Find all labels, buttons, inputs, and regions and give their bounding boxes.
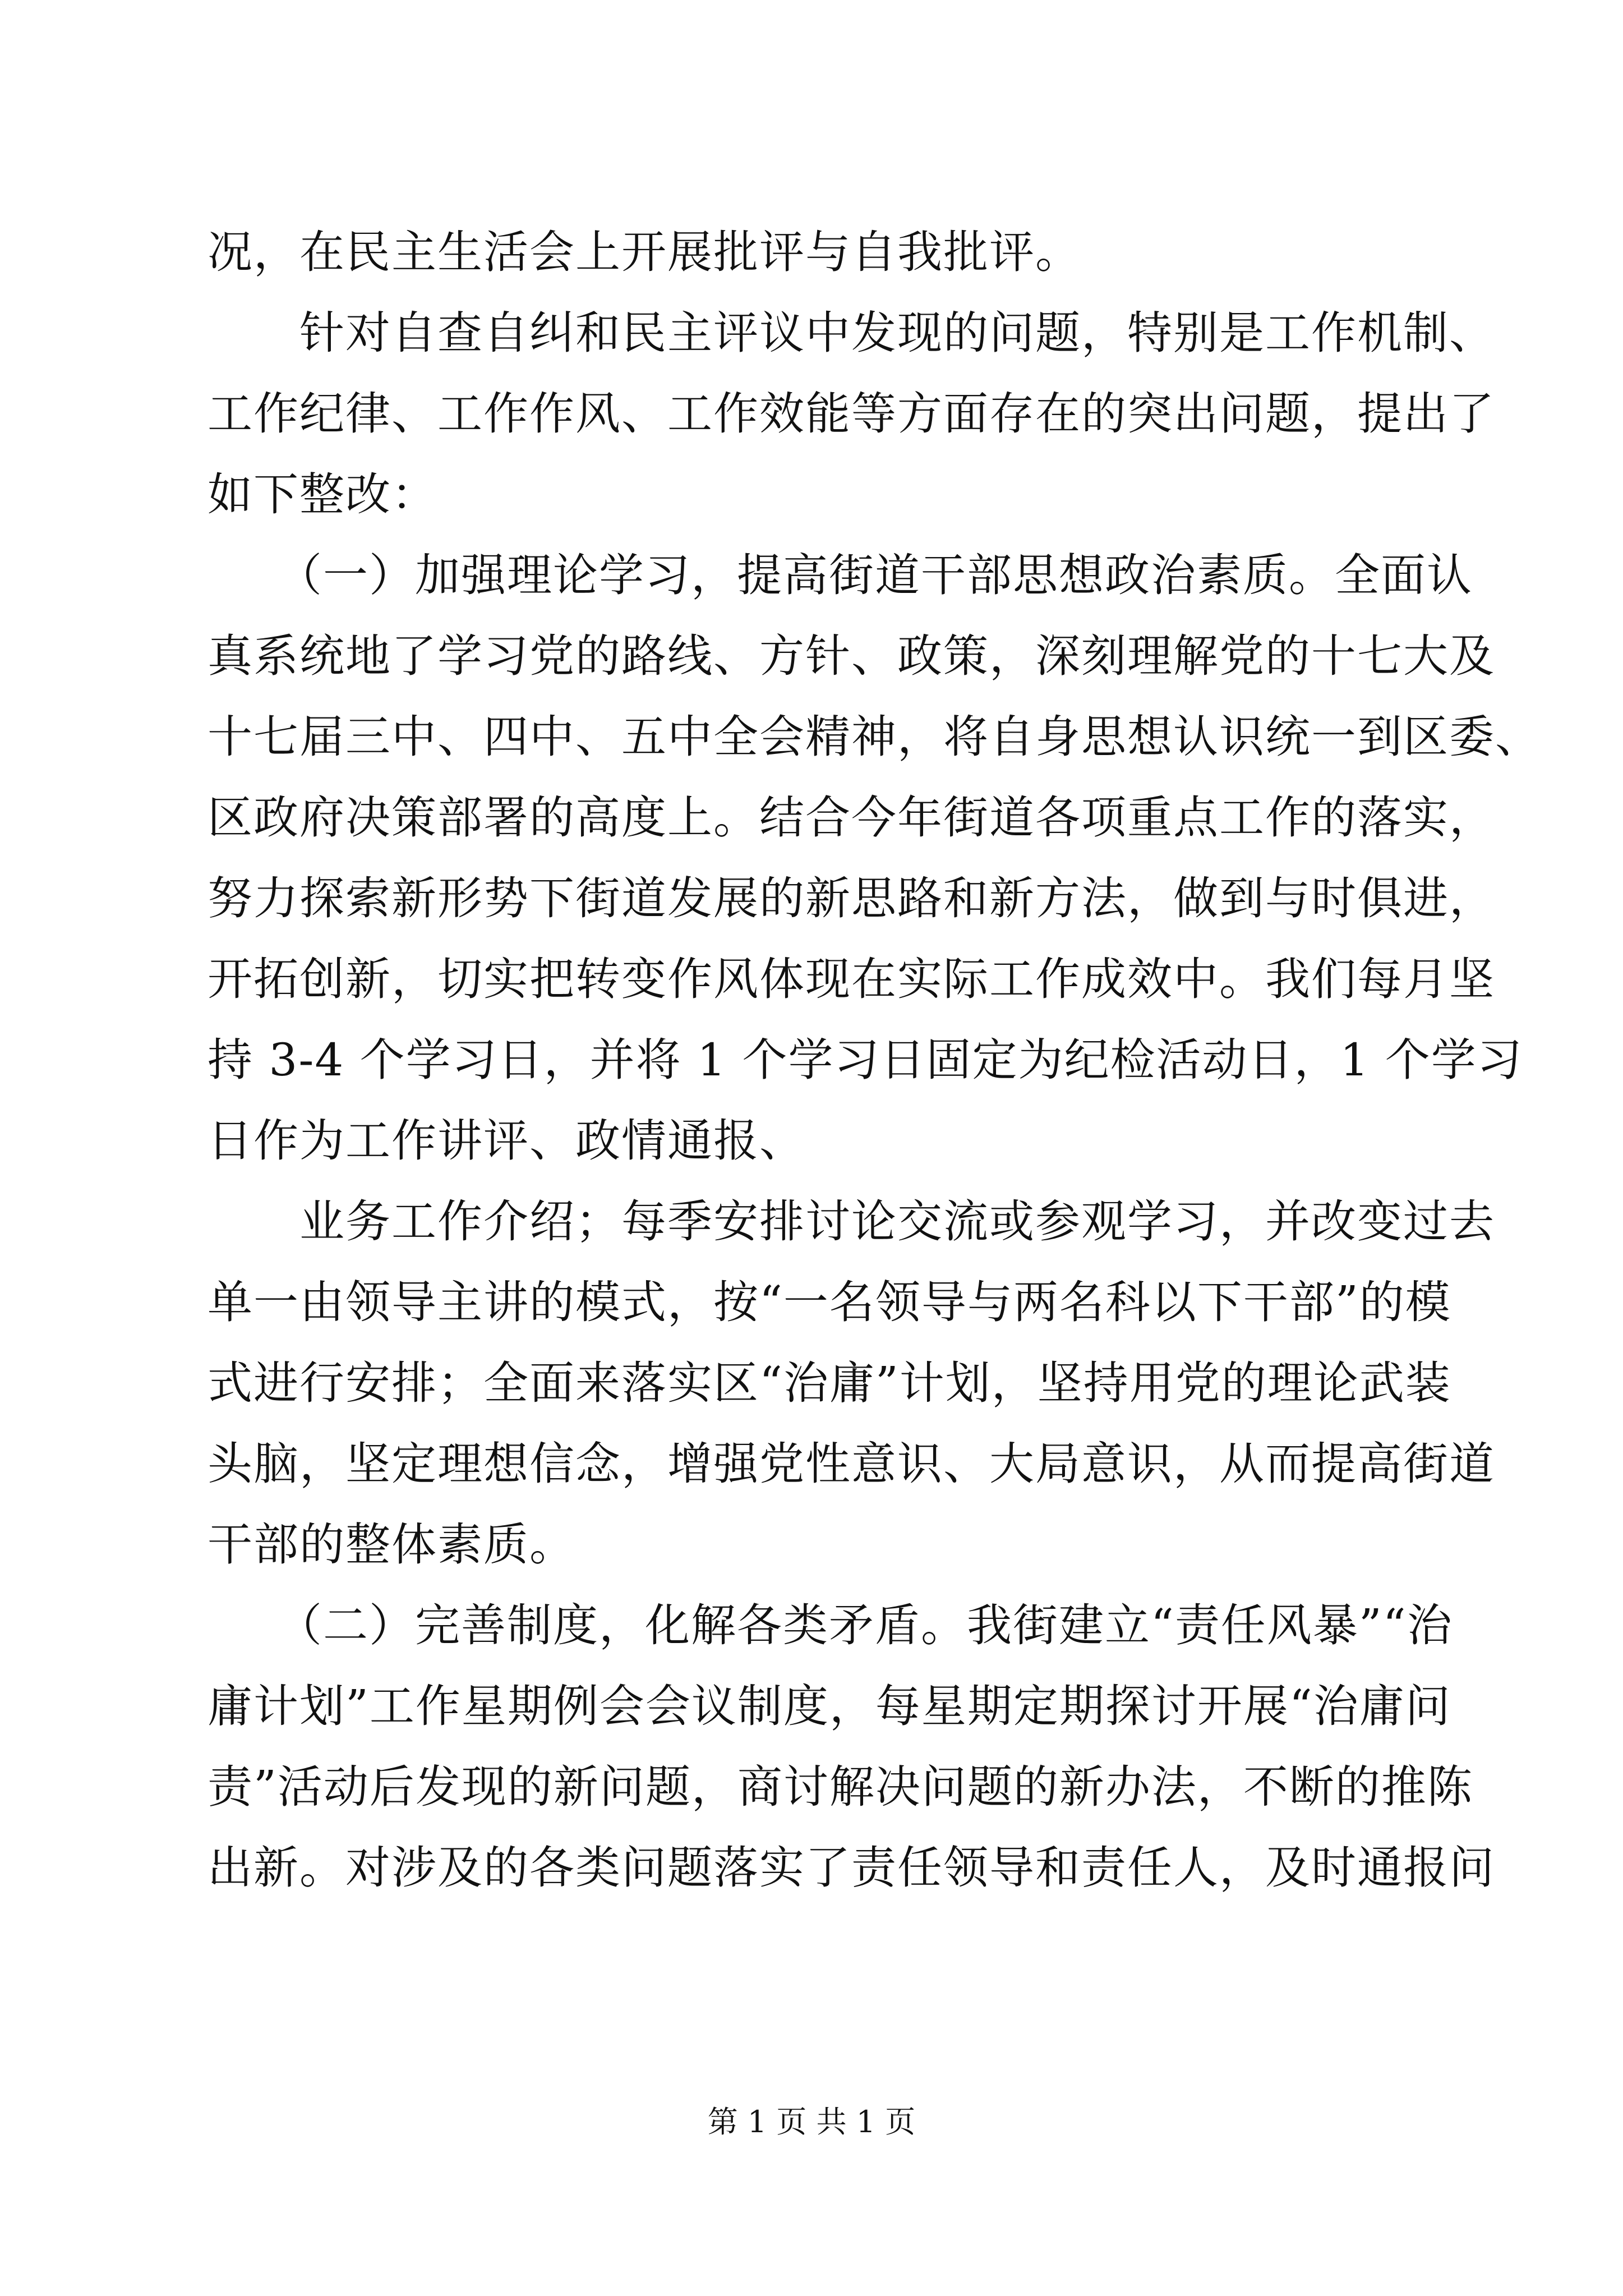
text-line: 庸计划”工作星期例会会议制度，每星期定期探讨开展“治庸问 (208, 1680, 1451, 1732)
text-line: （二）完善制度，化解各类矛盾。我街建立“责任风暴”“治 (208, 1599, 1453, 1651)
text-line: 单一由领导主讲的模式，按“一名领导与两名科以下干部”的模 (208, 1276, 1451, 1328)
text-line: 业务工作介绍；每季安排讨论交流或参观学习，并改变过去 (208, 1195, 1495, 1248)
text-line: 干部的整体素质。 (208, 1519, 575, 1571)
text-line: 工作纪律、工作作风、工作效能等方面存在的突出问题，提出了 (208, 388, 1495, 440)
page-footer: 第 1 页 共 1 页 (707, 2104, 916, 2139)
text-line: 十七届三中、四中、五中全会精神，将自身思想认识统一到区委、 (208, 711, 1541, 763)
text-line: 持 3-4 个学习日，并将 1 个学习日固定为纪检活动日，1 个学习 (208, 1034, 1523, 1086)
text-line: 日作为工作讲评、政情通报、 (208, 1115, 805, 1167)
document-body (208, 212, 1541, 1908)
text-line: 责”活动后发现的新问题，商讨解决问题的新办法，不断的推陈 (208, 1761, 1473, 1813)
text-line: 区政府决策部署的高度上。结合今年街道各项重点工作的落实， (208, 792, 1495, 844)
text-line: 针对自查自纠和民主评议中发现的问题，特别是工作机制、 (208, 307, 1495, 359)
text-line: 头脑，坚定理想信念，增强党性意识、大局意识，从而提高街道 (208, 1438, 1495, 1490)
text-line: 出新。对涉及的各类问题落实了责任领导和责任人，及时通报问 (208, 1842, 1495, 1894)
text-line: 如下整改： (208, 468, 437, 521)
text-line: 努力探索新形势下街道发展的新思路和新方法，做到与时俱进， (208, 872, 1495, 924)
text-line: （一）加强理论学习，提高街道干部思想政治素质。全面认 (208, 549, 1473, 601)
text-line: 况，在民主生活会上开展批评与自我批评。 (208, 226, 1081, 278)
text-line: 开拓创新，切实把转变作风体现在实际工作成效中。我们每月坚 (208, 953, 1495, 1005)
text-line: 真系统地了学习党的路线、方针、政策，深刻理解党的十七大及 (208, 630, 1495, 682)
text-line: 式进行安排；全面来落实区“治庸”计划，坚持用党的理论武装 (208, 1357, 1451, 1409)
